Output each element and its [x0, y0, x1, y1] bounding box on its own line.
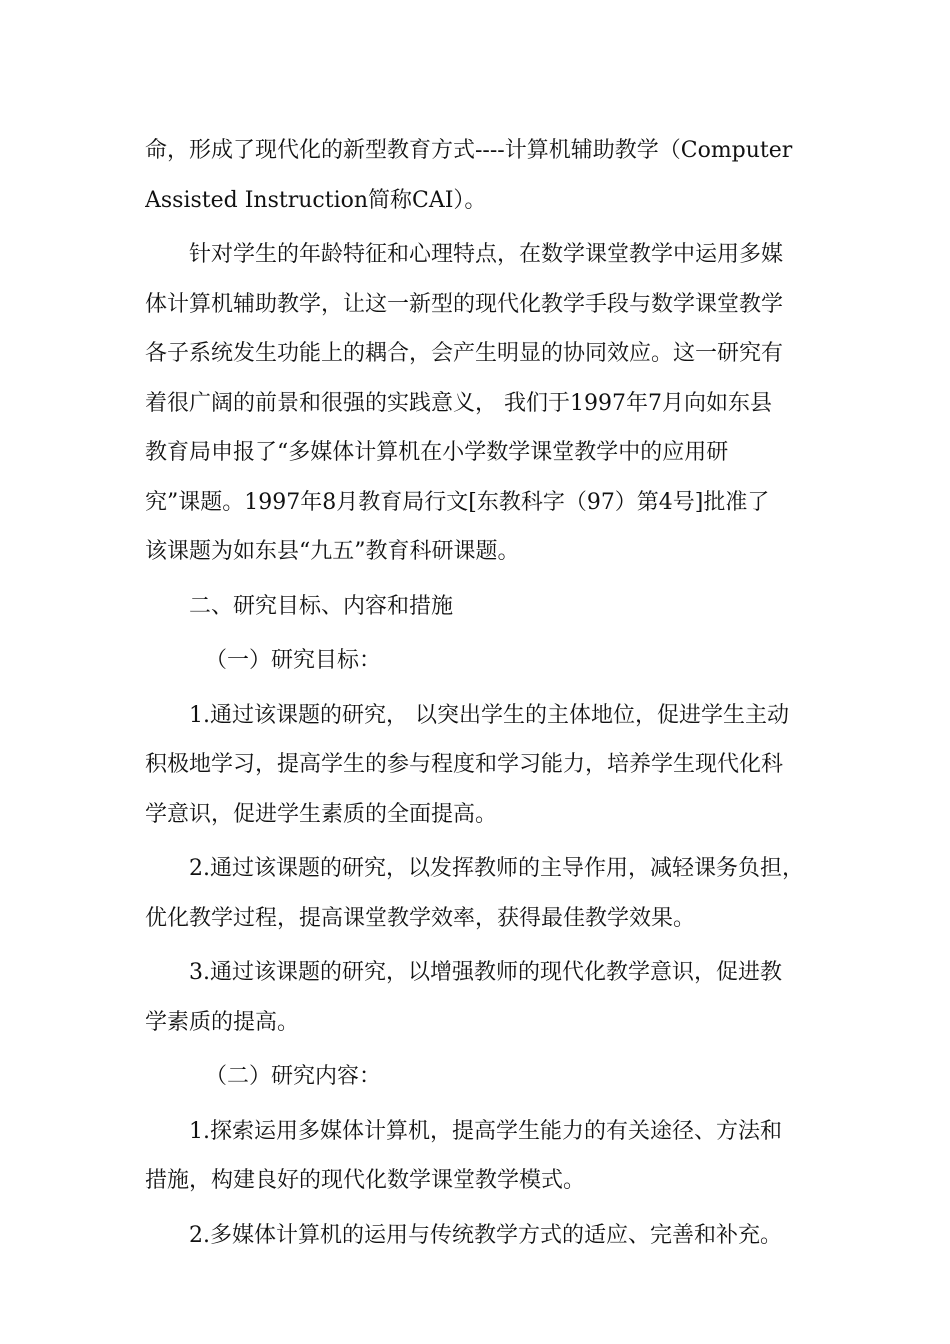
background-paragraph: [145, 230, 810, 577]
text-line: 1.探索运用多媒体计算机，提高学生能力的有关途径、方法和: [189, 1118, 782, 1144]
text-line: 各子系统发生功能上的耦合，会产生明显的协同效应。这一研究有: [145, 341, 784, 366]
text-line: 针对学生的年龄特征和心理特点，在数学课堂教学中运用多媒: [189, 242, 784, 267]
intro-paragraph-continued: [145, 126, 810, 225]
text-line: 2.多媒体计算机的运用与传统教学方式的适应、完善和补充。: [189, 1222, 782, 1248]
sub-heading-goals: （一）研究目标：: [205, 648, 382, 673]
text-line: 积极地学习，提高学生的参与程度和学习能力，培养学生现代化科: [145, 752, 784, 777]
text-line: 命，形成了现代化的新型教育方式----计算机辅助教学（Computer: [145, 138, 793, 163]
text-line: 该课题为如东县“九五”教育科研课题。: [145, 539, 520, 564]
text-line: 体计算机辅助教学，让这一新型的现代化教学手段与数学课堂教学: [145, 291, 784, 317]
document-body: [145, 126, 810, 1265]
goal-item-1: [145, 691, 810, 840]
text-line: 教育局申报了“多媒体计算机在小学数学课堂教学中的应用研: [145, 440, 729, 465]
text-line: 学素质的提高。: [145, 1009, 300, 1035]
text-line: 优化教学过程，提高课堂教学效率，获得最佳教学效果。: [145, 905, 696, 931]
text-line: 3.通过该课题的研究，以增强教师的现代化教学意识，促进教: [189, 960, 782, 985]
text-line: 2.通过该课题的研究，以发挥教师的主导作用，减轻课务负担，: [189, 856, 804, 881]
text-line: 着很广阔的前景和很强的实践意义， 我们于1997年7月向如东县: [145, 390, 772, 416]
text-line: 1.通过该课题的研究， 以突出学生的主体地位，促进学生主动: [189, 702, 789, 728]
section-heading: 二、研究目标、内容和措施: [189, 593, 454, 619]
sub-heading-contents: （二）研究内容：: [205, 1064, 382, 1089]
text-line: Assisted Instruction简称CAI）。: [145, 187, 487, 213]
goal-item-2: [145, 844, 810, 943]
text-line: 究”课题。1997年8月教育局行文[东教科字（97）第4号]批准了: [145, 489, 770, 515]
goal-item-3: [145, 948, 810, 1047]
text-line: 学意识，促进学生素质的全面提高。: [145, 801, 498, 827]
content-item-2: [145, 1211, 810, 1261]
text-line: 措施，构建良好的现代化数学课堂教学模式。: [145, 1168, 586, 1193]
content-item-1: [145, 1107, 810, 1206]
